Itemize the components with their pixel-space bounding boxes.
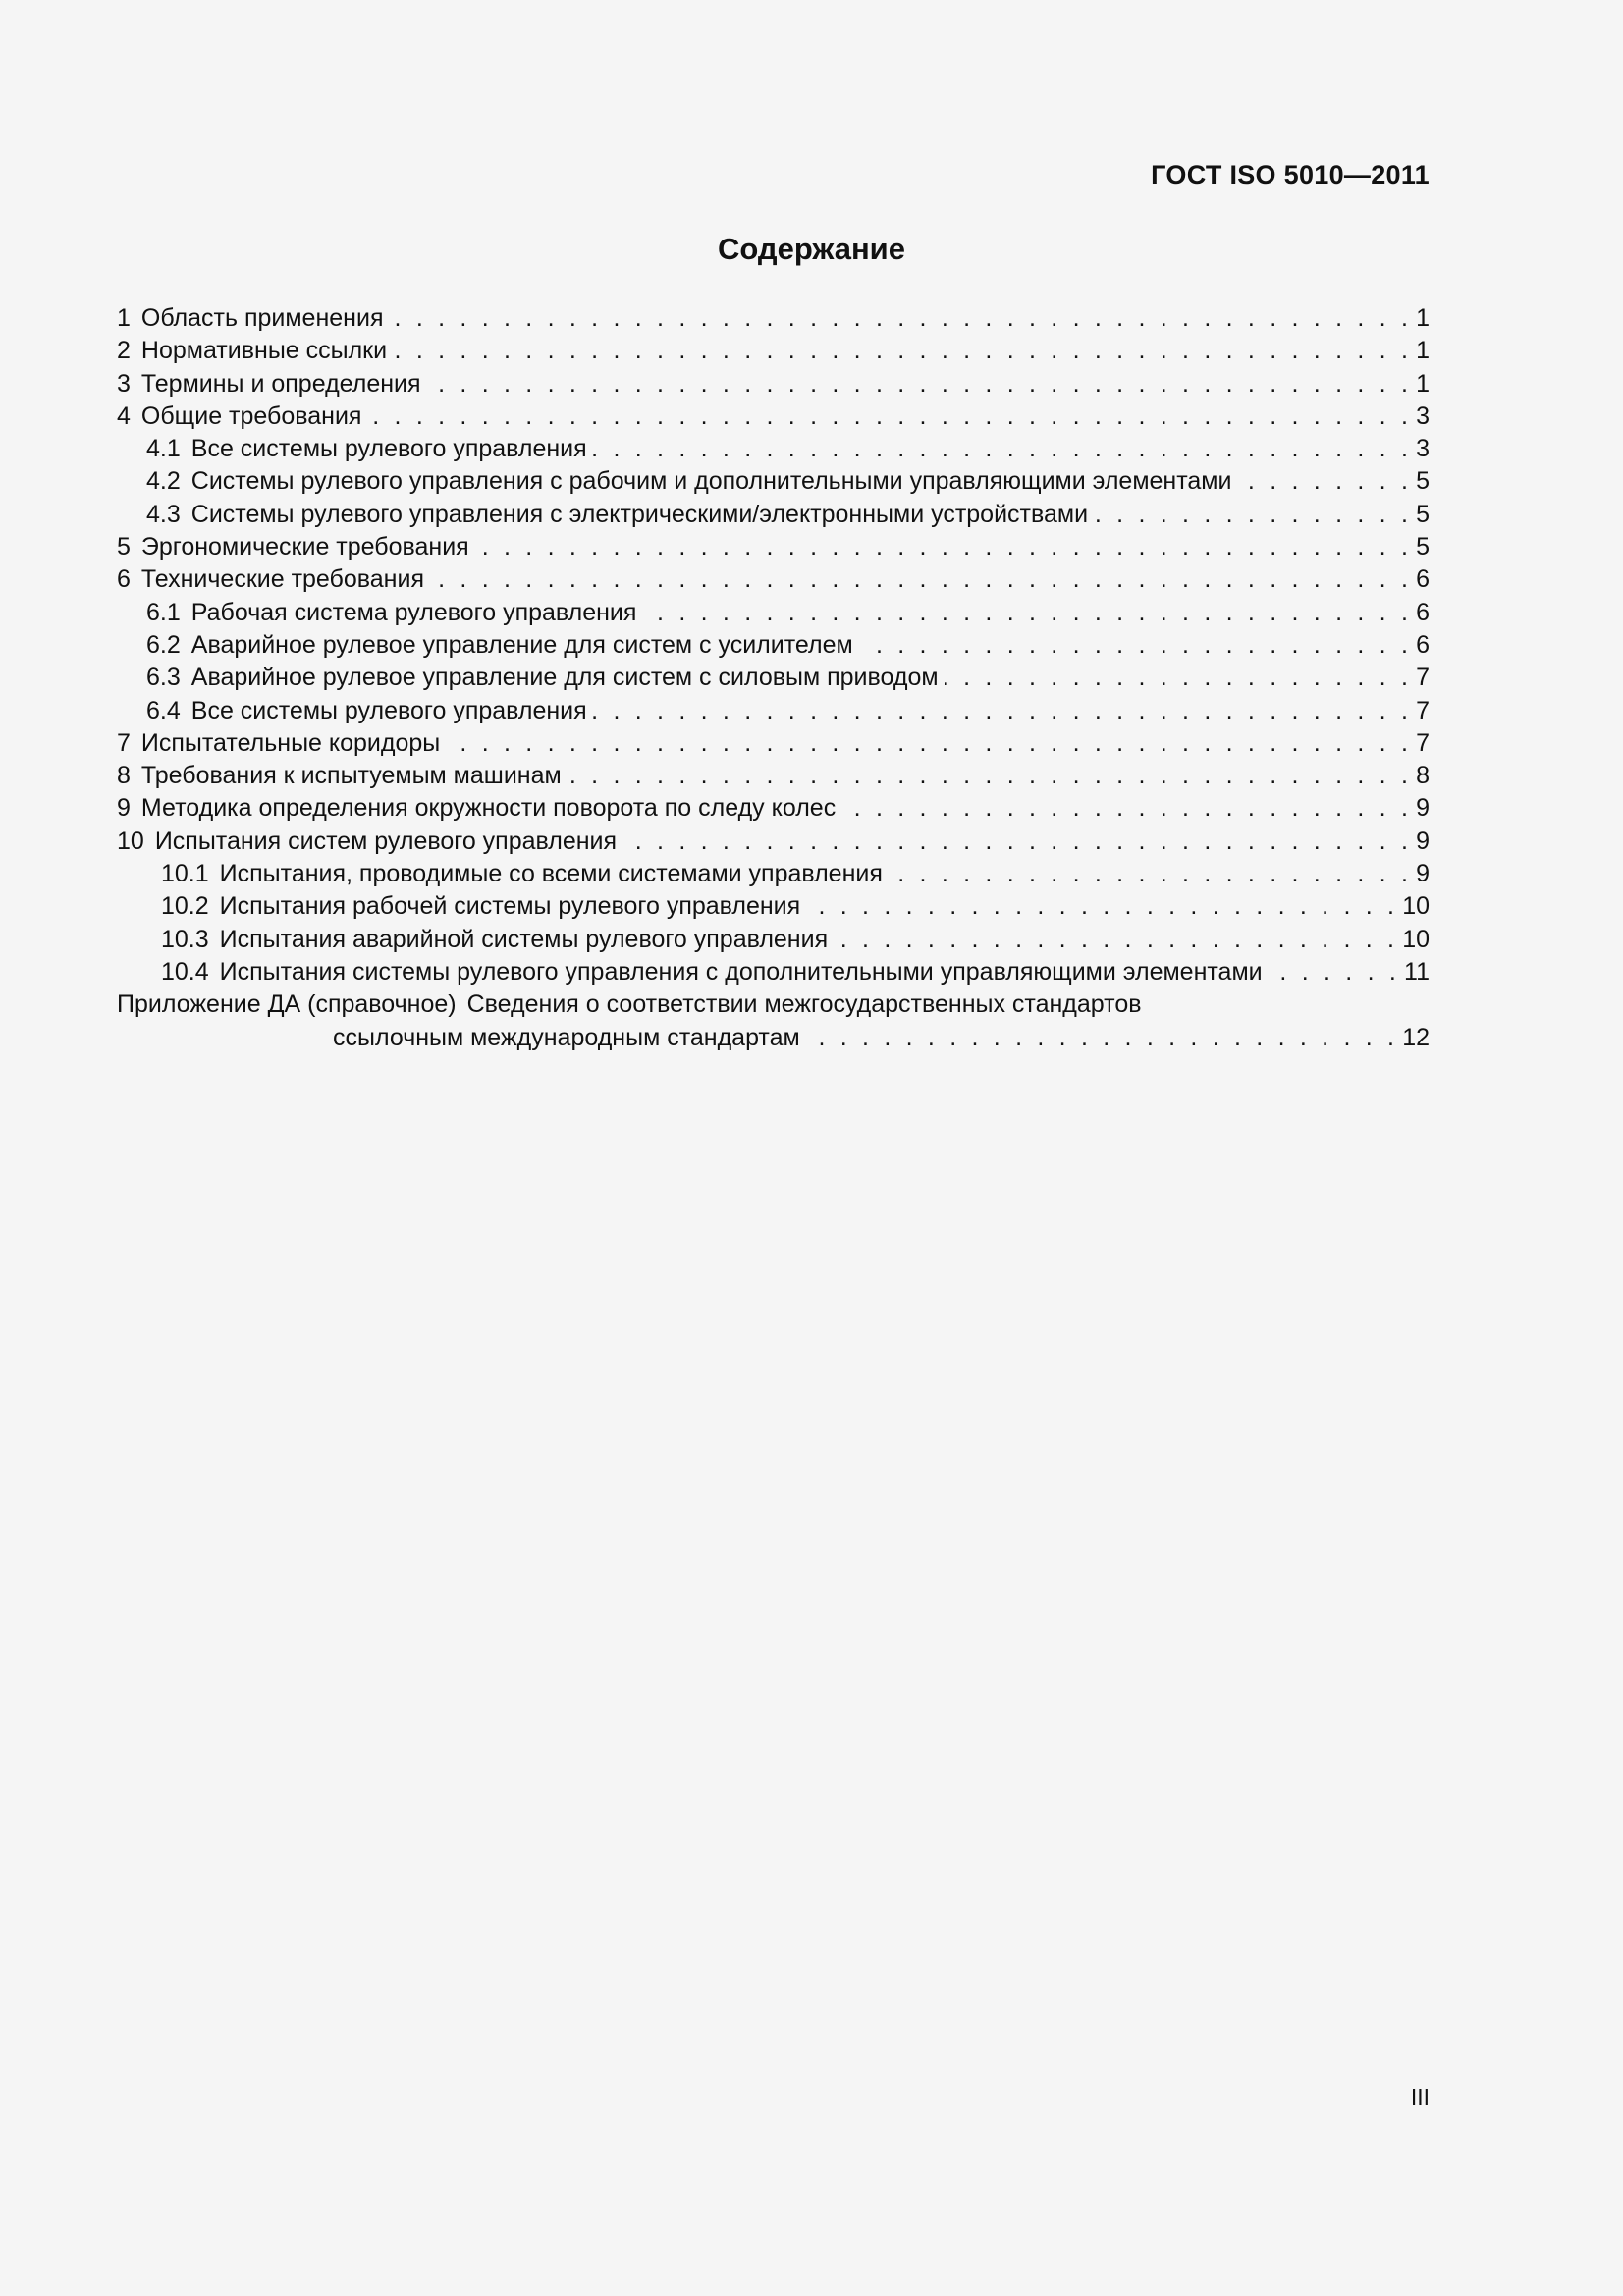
toc-entry-title: Испытания рабочей системы рулевого управления: [219, 892, 801, 921]
document-code: ГОСТ ISO 5010—2011: [1151, 160, 1430, 189]
toc-entry-page: 9: [1416, 827, 1430, 855]
toc-entry-6[interactable]: [117, 563, 1430, 596]
toc-entry-10-4[interactable]: [117, 956, 1430, 988]
toc-entry-title: Испытания аварийной системы рулевого управления: [219, 925, 829, 953]
appendix-title-line-2: ссылочным международным стандартам: [333, 1023, 800, 1051]
toc-entry-page: 5: [1416, 500, 1430, 528]
toc-entry-number: 6.2: [146, 630, 181, 659]
toc-entry-number: 4.1: [146, 435, 181, 463]
toc-entry-10-3[interactable]: [117, 924, 1430, 956]
toc-entry-number: 5: [117, 533, 131, 561]
toc-entry-page: 6: [1416, 598, 1430, 626]
toc-entry-page: 10: [1402, 892, 1430, 921]
toc-entry-title: Испытательные коридоры: [140, 728, 441, 757]
dot-leader: [859, 629, 1412, 662]
dot-leader: [889, 858, 1412, 890]
toc-entry-number: 4.2: [146, 467, 181, 496]
toc-entry-page: 3: [1416, 435, 1430, 463]
toc-entry-number: 7: [117, 728, 131, 757]
toc-entry-4-3[interactable]: [117, 499, 1430, 531]
toc-title: Содержание: [718, 232, 905, 266]
toc-entry-10-2[interactable]: [117, 890, 1430, 923]
toc-entry-number: 4.3: [146, 500, 181, 528]
toc-entry-page: 1: [1416, 369, 1430, 398]
toc-entry-title: Испытания, проводимые со всеми системами управления: [219, 860, 883, 888]
toc-entry-page: 7: [1416, 696, 1430, 724]
dot-leader: [806, 890, 1398, 923]
toc-entry-title: Системы рулевого управления с электрическими/электронными устройствами: [190, 500, 1089, 528]
toc-entry-6-1[interactable]: [117, 597, 1430, 629]
toc-entry-6-4[interactable]: [117, 695, 1430, 727]
appendix-label: Приложение ДА (справочное): [117, 990, 457, 1019]
dot-leader: [393, 335, 1412, 367]
toc-entry-page: 10: [1402, 925, 1430, 953]
toc-entry-page: 8: [1416, 762, 1430, 790]
toc-entry-8[interactable]: [117, 760, 1430, 792]
dot-leader: [1237, 465, 1412, 498]
toc-entry-number: 6.3: [146, 664, 181, 692]
dot-leader: [1094, 499, 1412, 531]
toc-entry-page: 11: [1404, 957, 1430, 986]
toc-entry-6-2[interactable]: [117, 629, 1430, 662]
toc-entry-title: Требования к испытуемым машинам: [140, 762, 562, 790]
toc-entry-page: 1: [1416, 304, 1430, 332]
toc-appendix-line-1[interactable]: [117, 988, 1430, 1021]
toc-entry-4-1[interactable]: [117, 433, 1430, 465]
toc-entry-10[interactable]: [117, 826, 1430, 858]
dot-leader: [642, 597, 1412, 629]
dot-leader: [622, 826, 1412, 858]
toc-entry-page: 5: [1416, 467, 1430, 496]
toc-entry-title: Эргономические требования: [140, 533, 469, 561]
toc-entry-title: Технические требования: [140, 565, 424, 594]
toc-entry-number: 8: [117, 762, 131, 790]
dot-leader: [568, 760, 1412, 792]
toc-entry-page: 7: [1416, 728, 1430, 757]
toc-entry-number: 10.4: [161, 957, 209, 986]
toc-appendix-line-2[interactable]: [117, 1022, 1430, 1054]
toc-entry-number: 9: [117, 794, 131, 823]
toc-entry-title: Термины и определения: [140, 369, 421, 398]
table-of-contents: [117, 302, 1430, 1054]
toc-entry-title: Аварийное рулевое управление для систем с усилителем: [190, 630, 853, 659]
dot-leader: [389, 302, 1412, 335]
toc-entry-4[interactable]: [117, 400, 1430, 433]
toc-entry-title: Рабочая система рулевого управления: [190, 598, 637, 626]
toc-entry-title: Системы рулевого управления с рабочим и дополнительными управляющими элементами: [190, 467, 1232, 496]
toc-entry-number: 4: [117, 401, 131, 430]
toc-entry-title: Аварийное рулевое управление для систем с силовым приводом: [190, 664, 939, 692]
toc-entry-3[interactable]: [117, 368, 1430, 400]
toc-entry-title: Все системы рулевого управления: [190, 696, 587, 724]
toc-entry-number: 3: [117, 369, 131, 398]
toc-entry-7[interactable]: [117, 727, 1430, 760]
toc-entry-number: 10.3: [161, 925, 209, 953]
appendix-page: 12: [1402, 1023, 1430, 1051]
toc-entry-page: 3: [1416, 401, 1430, 430]
toc-entry-page: 9: [1416, 794, 1430, 823]
toc-entry-number: 10.2: [161, 892, 209, 921]
toc-entry-page: 6: [1416, 565, 1430, 594]
toc-entry-page: 1: [1416, 337, 1430, 365]
toc-entry-9[interactable]: [117, 792, 1430, 825]
toc-entry-title: Испытания системы рулевого управления с дополнительными управляющими элементами: [219, 957, 1263, 986]
dot-leader: [841, 792, 1412, 825]
toc-entry-number: 6.1: [146, 598, 181, 626]
dot-leader: [945, 662, 1413, 694]
dot-leader: [475, 531, 1412, 563]
dot-leader: [430, 563, 1412, 596]
toc-entry-6-3[interactable]: [117, 662, 1430, 694]
dot-leader: [427, 368, 1413, 400]
dot-leader: [367, 400, 1412, 433]
toc-entry-1[interactable]: [117, 302, 1430, 335]
page-number: III: [1410, 2084, 1430, 2109]
dot-leader: [806, 1022, 1398, 1054]
dot-leader: [593, 695, 1412, 727]
toc-entry-title: Общие требования: [140, 401, 362, 430]
toc-entry-page: 9: [1416, 860, 1430, 888]
toc-entry-page: 6: [1416, 630, 1430, 659]
toc-entry-page: 5: [1416, 533, 1430, 561]
toc-entry-number: 2: [117, 337, 131, 365]
dot-leader: [446, 727, 1412, 760]
toc-entry-number: 6.4: [146, 696, 181, 724]
toc-entry-2[interactable]: [117, 335, 1430, 367]
toc-entry-title: Область применения: [140, 304, 384, 332]
toc-entry-title: Методика определения окружности поворота по следу колес: [140, 794, 837, 823]
toc-entry-number: 6: [117, 565, 131, 594]
dot-leader: [593, 433, 1412, 465]
toc-entry-title: Нормативные ссылки: [140, 337, 388, 365]
appendix-title-line-1: Сведения о соответствии межгосударственных стандартов: [466, 990, 1142, 1019]
toc-entry-number: 10.1: [161, 860, 209, 888]
dot-leader: [1269, 956, 1400, 988]
toc-entry-title: Испытания систем рулевого управления: [154, 827, 618, 855]
toc-entry-4-2[interactable]: [117, 465, 1430, 498]
toc-entry-title: Все системы рулевого управления: [190, 435, 587, 463]
toc-entry-10-1[interactable]: [117, 858, 1430, 890]
toc-entry-5[interactable]: [117, 531, 1430, 563]
toc-entry-number: 1: [117, 304, 131, 332]
toc-entry-page: 7: [1416, 664, 1430, 692]
dot-leader: [834, 924, 1398, 956]
toc-entry-number: 10: [117, 827, 144, 855]
